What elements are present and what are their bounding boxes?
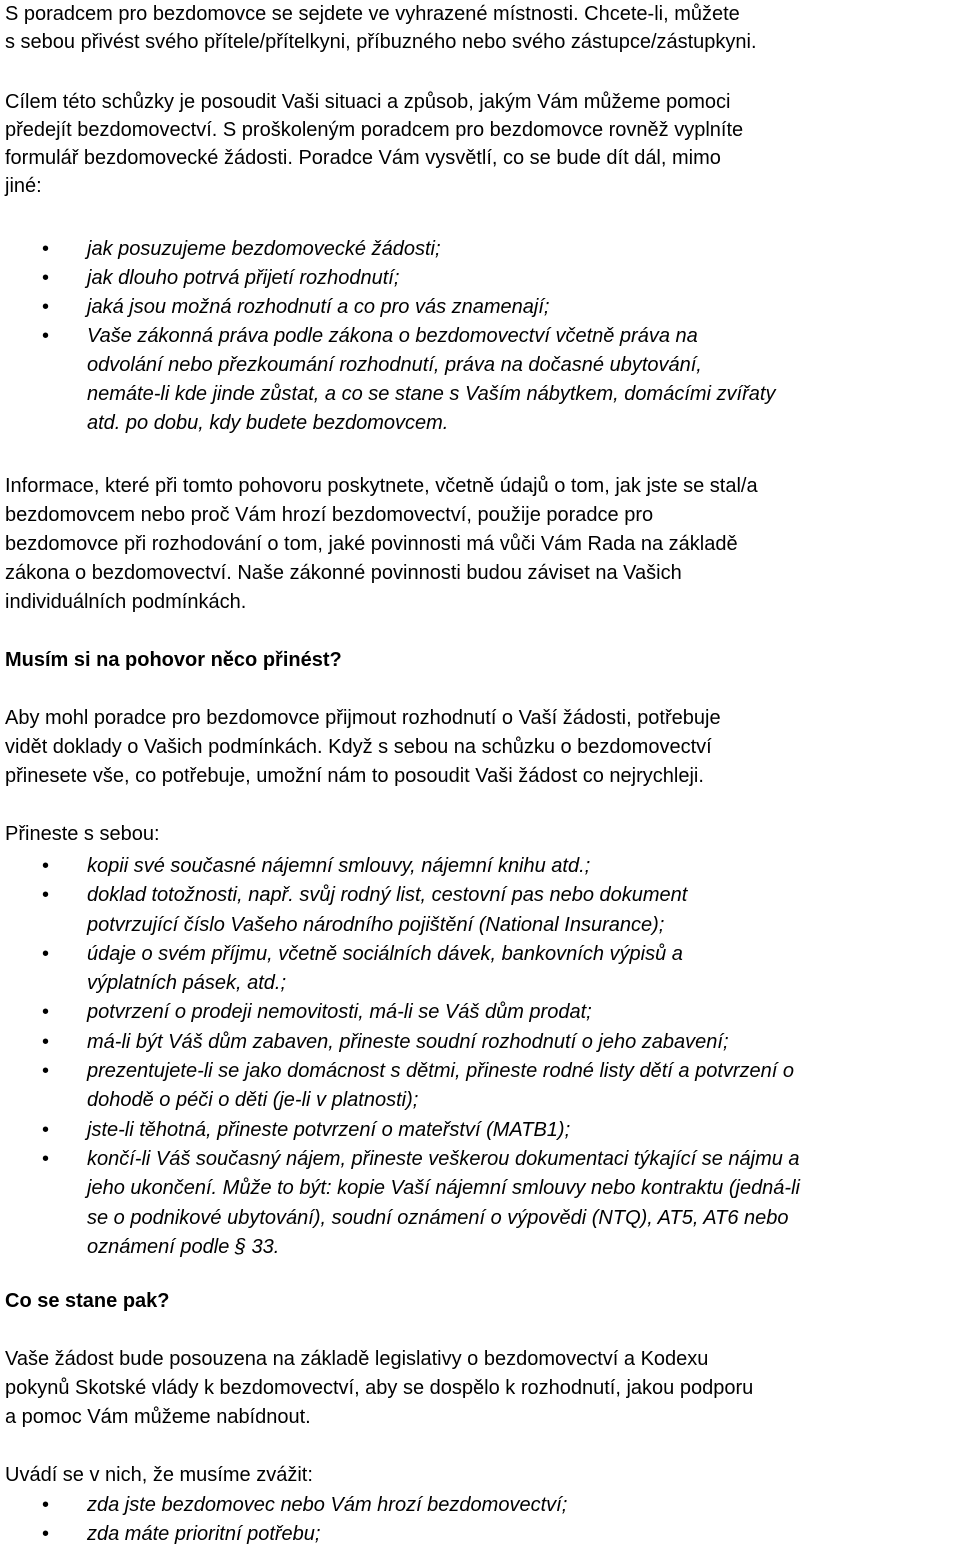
bring-paragraph: Aby mohl poradce pro bezdomovce přijmout rozhodnutí o Vaší žádosti, potřebuje vidět doklady o Vašich podmínkách. Když s sebou na schůzku o bezdomovectví přinesete vše, co potřebuje, umožní nám to posoudit Vaši žádost co nejrychleji. — [5, 707, 721, 787]
after-paragraph: Vaše žádost bude posouzena na základě legislativy o bezdomovectví a Kodexu pokynů Skotské vlády k bezdomovectví, aby se dospělo k rozhodnutí, jakou podporu a pomoc Vám můžeme nabídnout. — [5, 1348, 754, 1428]
list-item: • údaje o svém příjmu, včetně sociálních dávek, bankovních výpisů a výplatních pásek, atd.; — [40, 940, 800, 999]
list-item: • jak posuzujeme bezdomovecké žádosti; — [40, 235, 775, 264]
list-item: • doklad totožnosti, např. svůj rodný list, cestovní pas nebo dokument potvrzující číslo Vašeho národního pojištění (National Insurance); — [40, 881, 800, 940]
list-item: • jste-li těhotná, přineste potvrzení o mateřství (MATB1); — [40, 1116, 800, 1145]
interview-topics-list — [40, 235, 775, 438]
list-item: • jaká jsou možná rozhodnutí a co pro vás znamenají; — [40, 293, 775, 322]
criteria-list — [40, 1491, 567, 1549]
list-item: • kopii své současné nájemní smlouvy, nájemní knihu atd.; — [40, 852, 800, 881]
list-item: • potvrzení o prodeji nemovitosti, má-li se Váš dům prodat; — [40, 998, 800, 1027]
bring-label: Přineste s sebou: — [5, 823, 160, 845]
list-item: • má-li být Váš dům zabaven, přineste soudní rozhodnutí o jeho zabavení; — [40, 1028, 800, 1057]
heading-bring: Musím si na pohovor něco přinést? — [5, 649, 342, 671]
list-item: • prezentujete-li se jako domácnost s dětmi, přineste rodné listy dětí a potvrzení o dohodě o péči o děti (je-li v platnosti); — [40, 1057, 800, 1116]
intro-paragraph-1: S poradcem pro bezdomovce se sejdete ve vyhrazené místnosti. Chcete-li, můžete s sebou přivést svého přítele/přítelkyni, příbuzného nebo svého zástupce/zástupkyni. — [5, 3, 757, 53]
consider-label: Uvádí se v nich, že musíme zvážit: — [5, 1464, 313, 1486]
info-paragraph: Informace, které při tomto pohovoru poskytnete, včetně údajů o tom, jak jste se stal/a bezdomovcem nebo proč Vám hrozí bezdomovectví, použije poradce pro bezdomovce při rozhodování o tom, jaké povinnosti má vůči Vám Rada na základě zákona o bezdomovectví. Naše zákonné povinnosti budou záviset na Vašich individuálních podmínkách. — [5, 475, 758, 613]
heading-next: Co se stane pak? — [5, 1290, 170, 1312]
intro-paragraph-2: Cílem této schůzky je posoudit Vaši situaci a způsob, jakým Vám můžeme pomoci předejít bezdomovectví. S proškoleným poradcem pro bezdomovce rovněž vyplníte formulář bezdomovecké žádosti. Poradce Vám vysvětlí, co se bude dít dál, mimo jiné: — [5, 91, 744, 197]
list-item: • zda máte prioritní potřebu; — [40, 1520, 567, 1549]
list-item: • Vaše zákonná práva podle zákona o bezdomovectví včetně práva na odvolání nebo přezkoumání rozhodnutí, práva na dočasné ubytování, nemáte-li kde jinde zůstat, a co se stane s Vaším nábytkem, domácími zvířaty atd. po dobu, kdy budete bezdomovcem. — [40, 322, 775, 438]
list-item: • končí-li Váš současný nájem, přineste veškerou dokumentaci týkající se nájmu a jeho ukončení. Může to být: kopie Vaší nájemní smlouvy nebo kontraktu (jedná-li se o podnikové ubytování), soudní oznámení o výpovědi (NTQ), AT5, AT6 nebo oznámení podle § 33. — [40, 1145, 800, 1262]
list-item: • jak dlouho potrvá přijetí rozhodnutí; — [40, 264, 775, 293]
list-item: • zda jste bezdomovec nebo Vám hrozí bezdomovectví; — [40, 1491, 567, 1520]
documents-list — [40, 852, 800, 1262]
